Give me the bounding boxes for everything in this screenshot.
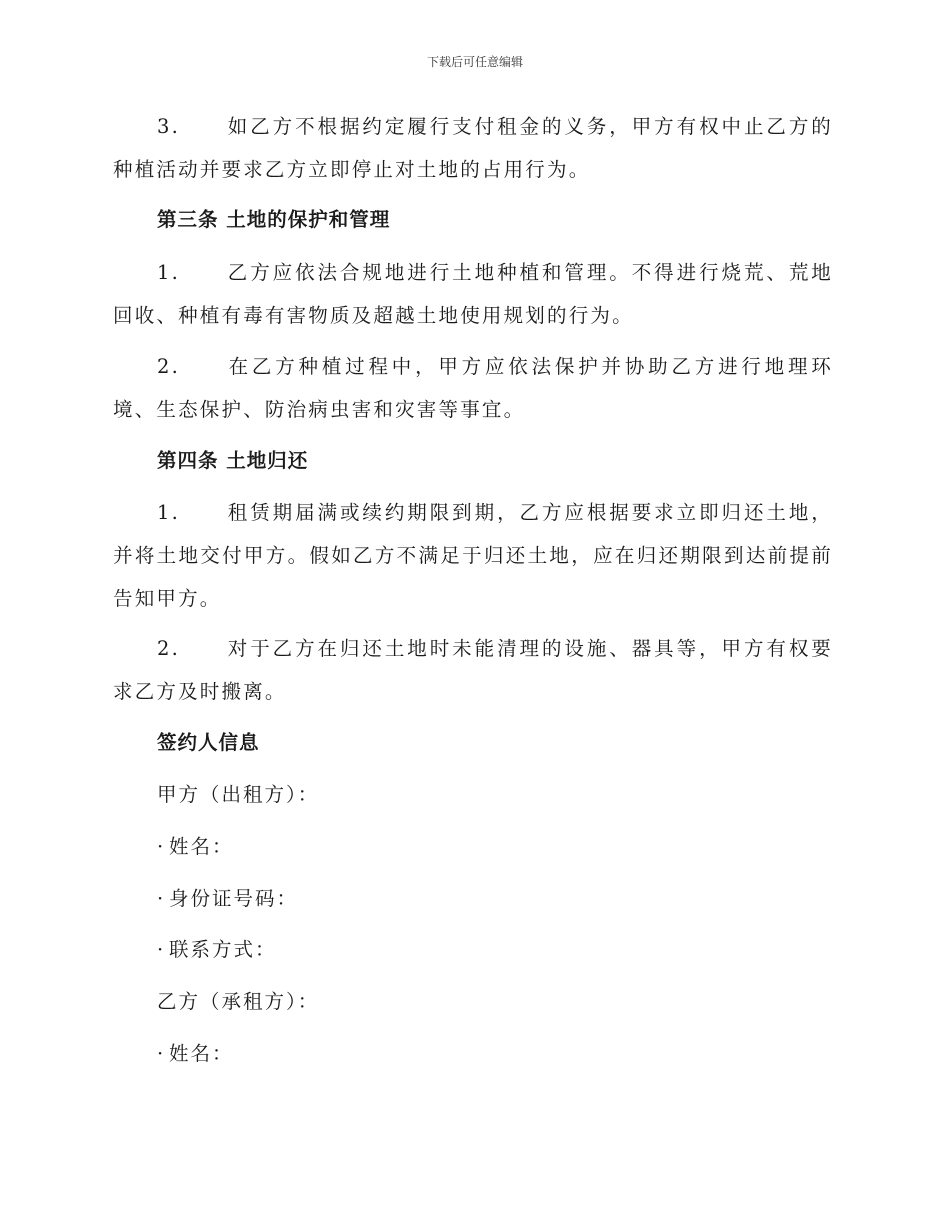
field-label: 联系方式：: [169, 938, 277, 961]
clause-text: 租赁期届满或续约期限到期，乙方应根据要求立即归还土地，并将土地交付甲方。假如乙方不满足于归还土地，应在归还期限到达前提前告知甲方。: [113, 501, 833, 610]
signers-heading: 签约人信息: [157, 731, 260, 754]
party-a-label: 甲方（出租方）：: [157, 783, 320, 806]
page-header: 下载后可任意编辑: [426, 55, 523, 69]
clause-number: 2.: [157, 637, 181, 660]
section-heading-3: 第三条 土地的保护和管理: [157, 208, 391, 231]
clause-3-3: [113, 105, 833, 191]
clause-text: 在乙方种植过程中，甲方应依法保护并协助乙方进行地理环境、生态保护、防治病虫害和灾害等事宜。: [113, 355, 833, 421]
field-label: 姓名：: [169, 835, 234, 858]
clause-3-1: [113, 251, 833, 337]
field-label: 身份证号码：: [169, 887, 299, 910]
bullet-dot: ·: [157, 938, 166, 961]
clause-text: 如乙方不根据约定履行支付租金的义务，甲方有权中止乙方的种植活动并要求乙方立即停止对土地的占用行为。: [113, 115, 833, 181]
clause-number: 3.: [157, 115, 181, 138]
bullet-dot: ·: [157, 887, 166, 910]
clause-4-2: [113, 627, 833, 713]
clause-number: 1.: [157, 501, 181, 524]
clause-3-2: [113, 345, 833, 431]
party-b-label: 乙方（承租方）：: [157, 990, 320, 1013]
section-heading-4: 第四条 土地归还: [157, 449, 309, 472]
bullet-dot: ·: [157, 1042, 166, 1065]
party-a-name: [157, 832, 234, 862]
clause-4-1: [113, 491, 833, 620]
clause-number: 1.: [157, 261, 181, 284]
field-label: 姓名：: [169, 1042, 234, 1065]
clause-text: 乙方应依法合规地进行土地种植和管理。不得进行烧荒、荒地回收、种植有毒有害物质及超越土地使用规划的行为。: [113, 261, 833, 327]
clause-number: 2.: [157, 355, 181, 378]
party-a-id: [157, 884, 298, 914]
clause-text: 对于乙方在归还土地时未能清理的设施、器具等，甲方有权要求乙方及时搬离。: [113, 637, 833, 703]
party-b-name: [157, 1039, 234, 1069]
bullet-dot: ·: [157, 835, 166, 858]
party-a-contact: [157, 935, 277, 965]
